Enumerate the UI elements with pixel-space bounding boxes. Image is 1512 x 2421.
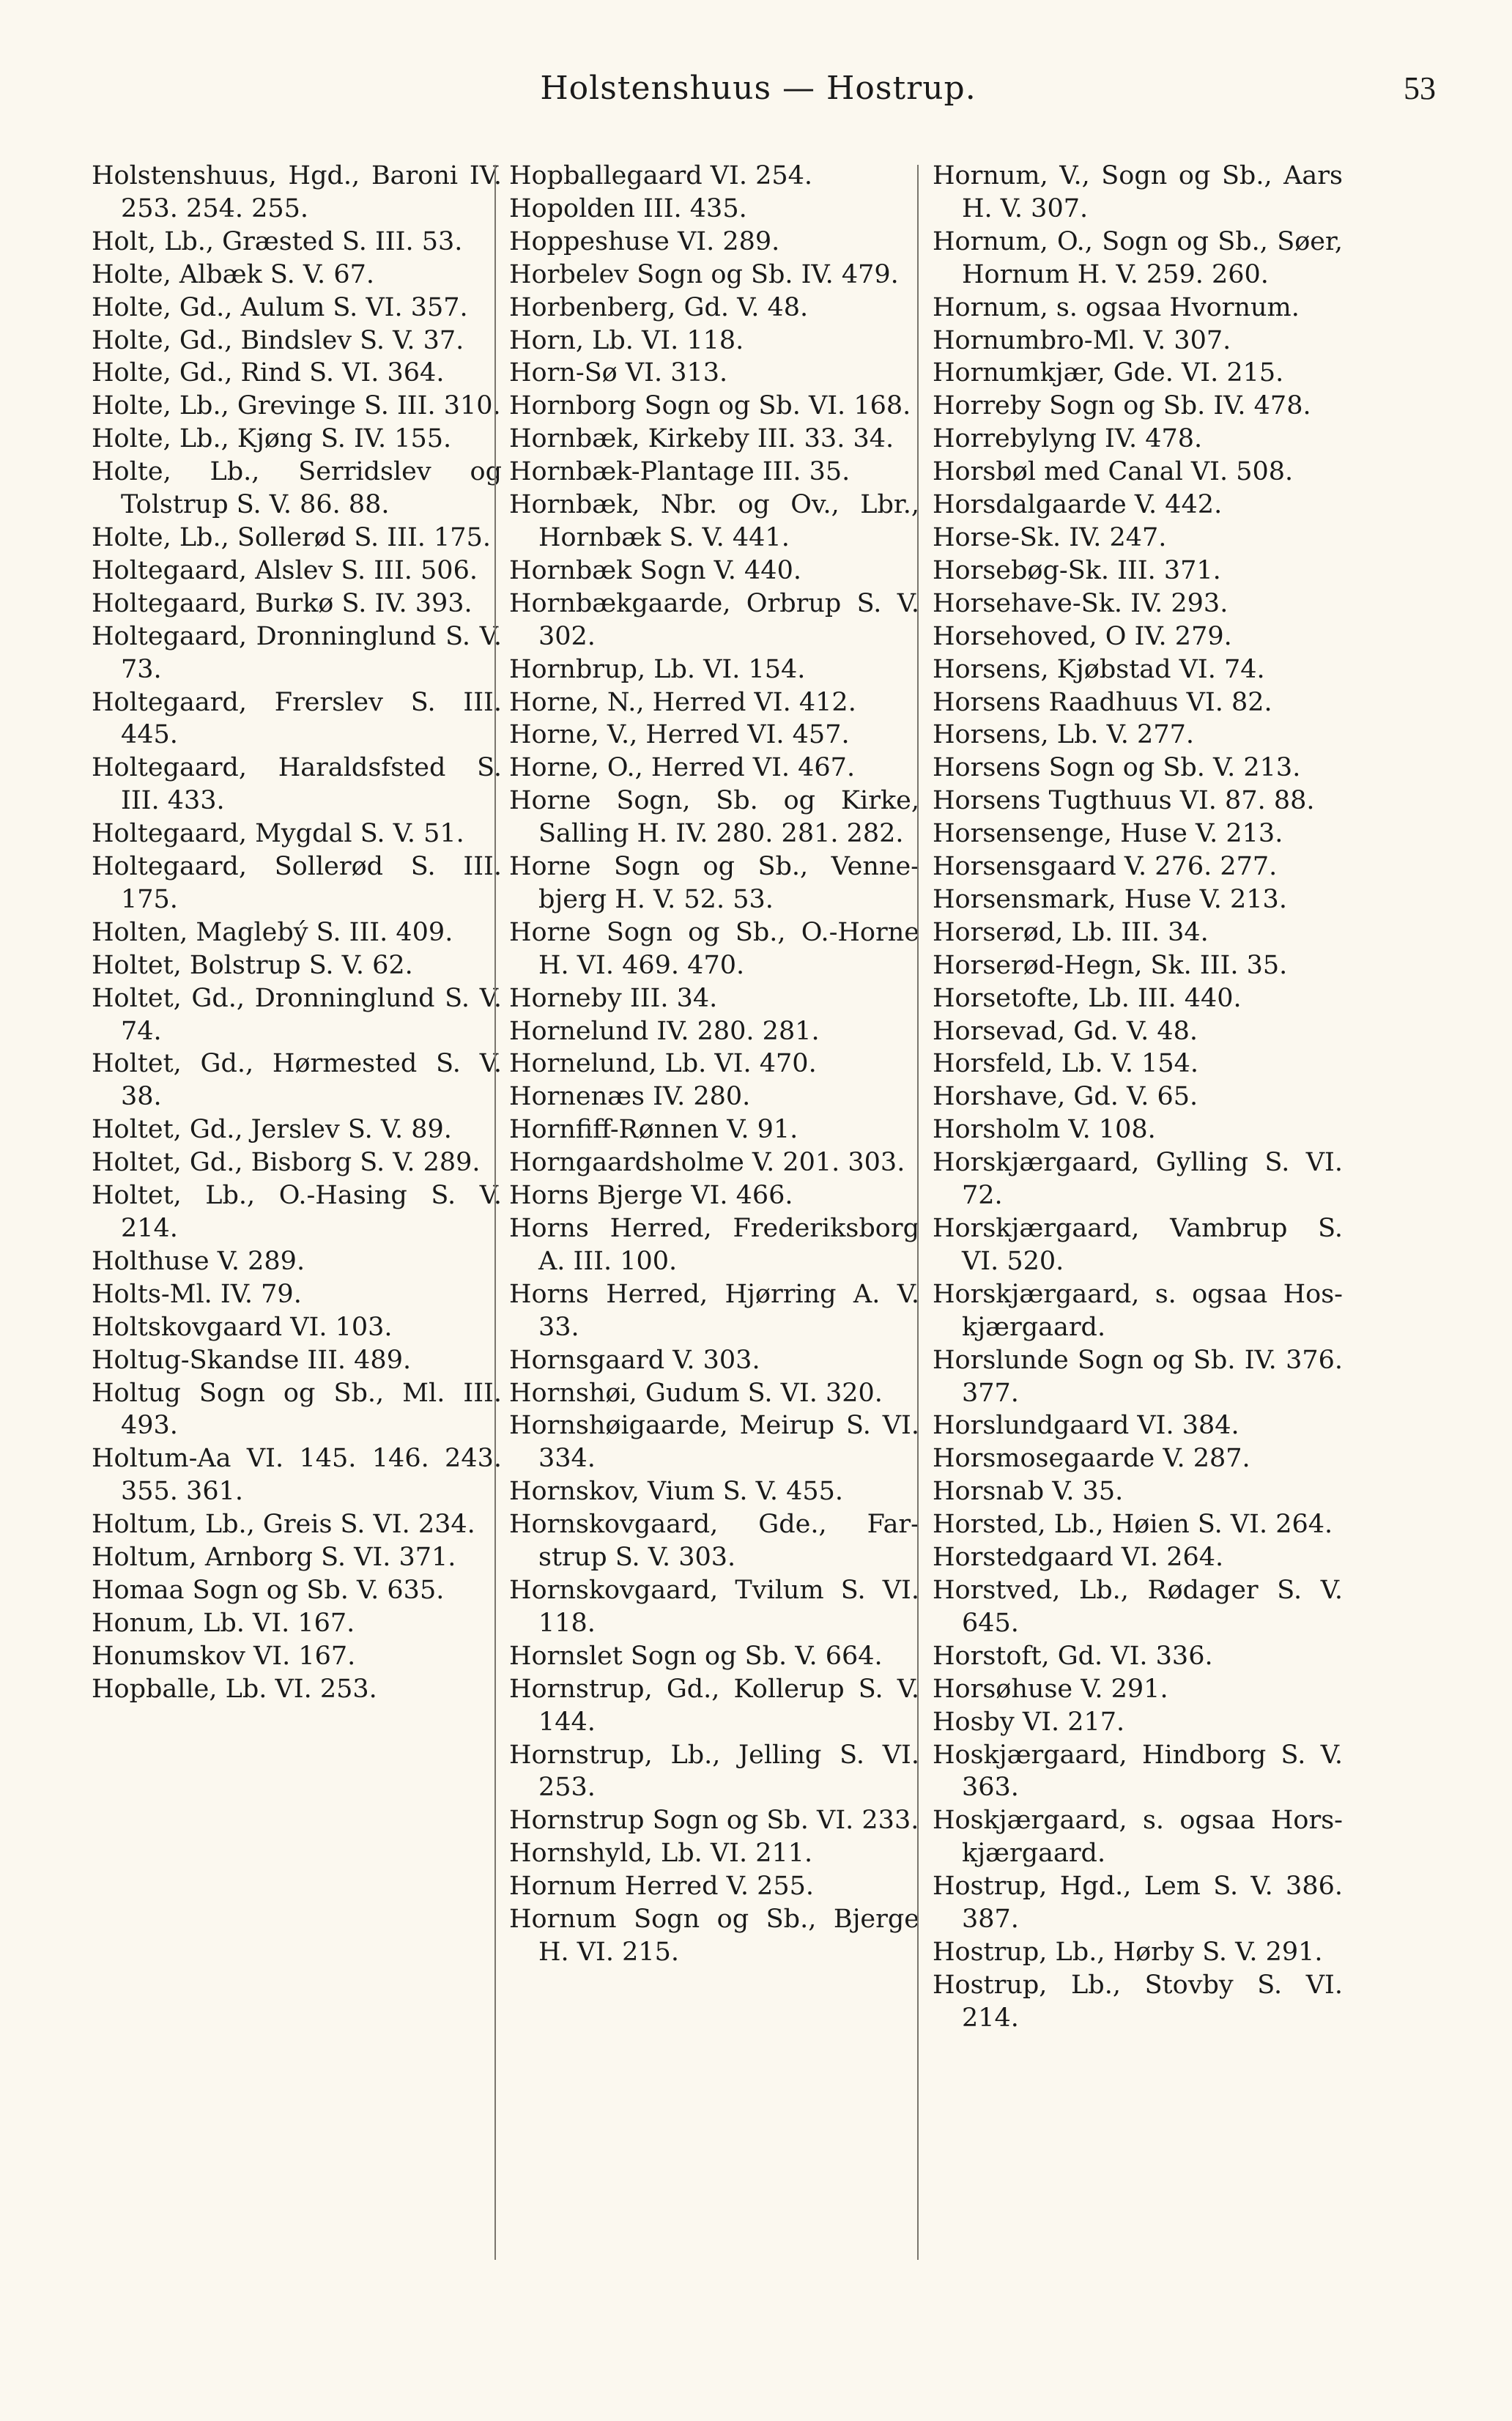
index-entry: Hornum, s. ogsaa Hvornum. (933, 292, 1300, 322)
index-entry: Horsevad, Gd. V. 48. (933, 1016, 1198, 1046)
index-entry: Holtet, Gd., Jerslev S. V. 89. (92, 1115, 452, 1145)
index-entry: Horrebylyng IV. 478. (933, 424, 1203, 454)
index-entry: Hornum Herred V. 255. (509, 1872, 815, 1902)
index-entry: Horstedgaard VI. 264. (933, 1543, 1224, 1573)
index-entry: Hornbækgaarde, Orbrup S. V. 302. (509, 588, 919, 651)
index-entry: Hornstrup, Lb., Jelling S. VI. 253. (509, 1740, 919, 1803)
index-entry: Hornborg Sogn og Sb. VI. 168. (509, 391, 911, 421)
index-entry: Horsehave-Sk. IV. 293. (933, 588, 1228, 618)
index-entry: Holtegaard, Mygdal S. V. 51. (92, 819, 464, 849)
column-divider (494, 165, 496, 2260)
index-entry: Hornum Sogn og Sb., Bjerge H. VI. 215. (509, 1905, 919, 1967)
index-entry: Hornbæk, Kirkeby III. 33. 34. (509, 424, 894, 454)
index-column-1 (92, 160, 502, 1706)
index-entry: Hopballegaard VI. 254. (509, 161, 813, 190)
index-entry: Hornbrup, Lb. VI. 154. (509, 654, 806, 684)
index-entry: Hornskovgaard, Gde., Far-strup S. V. 303. (509, 1510, 919, 1573)
index-entry: Hornelund IV. 280. 281. (509, 1016, 820, 1046)
index-entry: Honumskov VI. 167. (92, 1641, 356, 1671)
index-entry: Horserød, Lb. III. 34. (933, 917, 1209, 947)
index-entry: Hostrup, Lb., Hørby S. V. 291. (933, 1937, 1323, 1967)
index-entry: Horsensgaard V. 276. 277. (933, 852, 1278, 882)
page-header (81, 70, 1436, 121)
index-entry: Horskjærgaard, Gylling S. VI. 72. (933, 1148, 1343, 1211)
index-entry: Horsbøl med Canal VI. 508. (933, 457, 1294, 487)
index-entry: Horbenberg, Gd. V. 48. (509, 292, 809, 322)
index-entry: Hostrup, Lb., Stovby S. VI. 214. (933, 1970, 1343, 2033)
index-entry: Horreby Sogn og Sb. IV. 478. (933, 391, 1311, 421)
index-entry: Holtegaard, Burkø S. IV. 393. (92, 588, 472, 618)
index-entry: Holte, Lb., Serridslev og Tolstrup S. V. 86. 88. (92, 457, 502, 520)
index-entry: Holte, Albæk S. V. 67. (92, 259, 374, 289)
index-entry: Hornbæk-Plantage III. 35. (509, 457, 850, 487)
index-entry: Holte, Lb., Kjøng S. IV. 155. (92, 424, 452, 454)
index-entry: Horsetofte, Lb. III. 440. (933, 983, 1242, 1013)
index-entry: Horneby III. 34. (509, 983, 718, 1013)
index-entry: Holte, Lb., Grevinge S. III. 310. (92, 391, 501, 421)
index-entry: Holte, Gd., Bindslev S. V. 37. (92, 325, 464, 355)
index-entry: Horsens, Kjøbstad VI. 74. (933, 654, 1265, 684)
index-entry: Holtug-Skandse III. 489. (92, 1345, 412, 1375)
index-entry: Horsensenge, Huse V. 213. (933, 819, 1283, 849)
index-entry: Hosby VI. 217. (933, 1707, 1125, 1737)
index-entry: Hornumkjær, Gde. VI. 215. (933, 358, 1284, 388)
index-entry: Hornumbro-Ml. V. 307. (933, 325, 1231, 355)
index-entry: Horbelev Sogn og Sb. IV. 479. (509, 259, 899, 289)
index-entry: Hoppeshuse VI. 289. (509, 226, 780, 256)
index-entry: Horstved, Lb., Rødager S. V. 645. (933, 1575, 1343, 1638)
index-entry: Hornskov, Vium S. V. 455. (509, 1477, 844, 1507)
index-entry: Holts-Ml. IV. 79. (92, 1279, 302, 1309)
index-entry: Holte, Gd., Aulum S. VI. 357. (92, 292, 468, 322)
index-entry: Hornsgaard V. 303. (509, 1345, 760, 1375)
index-entry: Horngaardsholme V. 201. 303. (509, 1148, 905, 1178)
index-entry: Holtet, Lb., O.-Hasing S. V. 214. (92, 1181, 502, 1243)
index-entry: Hornslet Sogn og Sb. V. 664. (509, 1641, 883, 1671)
index-entry: Homaa Sogn og Sb. V. 635. (92, 1575, 445, 1605)
index-column-3 (933, 160, 1343, 2035)
index-entry: Horn-Sø VI. 313. (509, 358, 728, 388)
index-entry: Horne Sogn, Sb. og Kirke, Salling H. IV. 280. 281. 282. (509, 786, 919, 849)
column-divider (917, 165, 919, 2260)
index-entry: Hornbæk Sogn V. 440. (509, 555, 801, 585)
index-entry: Horsted, Lb., Høien S. VI. 264. (933, 1510, 1333, 1540)
index-entry: Horsfeld, Lb. V. 154. (933, 1049, 1199, 1079)
index-entry: Holte, Lb., Sollerød S. III. 175. (92, 522, 491, 552)
index-entry: Horsebøg-Sk. III. 371. (933, 555, 1221, 585)
index-entry: Holte, Gd., Rind S. VI. 364. (92, 358, 445, 388)
index-entry: Holtegaard, Sollerød S. III. 175. (92, 852, 502, 914)
index-entry: Hornbæk, Nbr. og Ov., Lbr., Hornbæk S. V. 441. (509, 490, 919, 552)
index-entry: Horsens Raadhuus VI. 82. (933, 687, 1272, 717)
index-entry: Horsholm V. 108. (933, 1115, 1156, 1145)
index-entry: Hornstrup, Gd., Kollerup S. V. 144. (509, 1674, 919, 1737)
index-entry: Holtskovgaard VI. 103. (92, 1312, 393, 1342)
index-entry: Horne, O., Herred VI. 467. (509, 753, 856, 783)
index-entry: Horsdalgaarde V. 442. (933, 490, 1223, 520)
index-entry: Holtum-Aa VI. 145. 146. 243. 355. 361. (92, 1444, 502, 1507)
index-entry: Horsnab V. 35. (933, 1477, 1124, 1507)
index-entry: Horslunde Sogn og Sb. IV. 376. 377. (933, 1345, 1343, 1408)
index-entry: Holtet, Gd., Dronninglund S. V. 74. (92, 983, 502, 1046)
index-entry: Horserød-Hegn, Sk. III. 35. (933, 950, 1288, 980)
index-entry: Holtegaard, Alslev S. III. 506. (92, 555, 478, 585)
index-entry: Holtug Sogn og Sb., Ml. III. 493. (92, 1378, 502, 1441)
index-entry: Horn, Lb. VI. 118. (509, 325, 744, 355)
index-entry: Hoskjærgaard, Hindborg S. V. 363. (933, 1740, 1343, 1803)
index-entry: Horsehoved, O IV. 279. (933, 621, 1232, 651)
index-entry: Horns Bjerge VI. 466. (509, 1181, 793, 1211)
index-entry: Holten, Maglebý S. III. 409. (92, 917, 453, 947)
index-entry: Horstoft, Gd. VI. 336. (933, 1641, 1213, 1671)
index-entry: Horse-Sk. IV. 247. (933, 522, 1167, 552)
index-entry: Holtum, Lb., Greis S. VI. 234. (92, 1510, 475, 1540)
index-entry: Holtet, Gd., Bisborg S. V. 289. (92, 1148, 481, 1178)
index-column-2 (509, 160, 919, 1969)
index-entry: Hornstrup Sogn og Sb. VI. 233. (509, 1806, 919, 1836)
index-entry: Hornenæs IV. 280. (509, 1082, 751, 1112)
index-entry: Horskjærgaard, s. ogsaa Hos-kjærgaard. (933, 1279, 1343, 1342)
index-entry: Holtegaard, Haraldsfsted S. III. 433. (92, 753, 502, 816)
index-entry: Horslundgaard VI. 384. (933, 1411, 1239, 1441)
index-entry: Hornum, V., Sogn og Sb., Aars H. V. 307. (933, 161, 1343, 223)
index-entry: Holt, Lb., Græsted S. III. 53. (92, 226, 463, 256)
index-entry: Hornshøi, Gudum S. VI. 320. (509, 1378, 883, 1408)
index-entry: Horne Sogn og Sb., Venne-bjerg H. V. 52. 53. (509, 852, 919, 914)
index-entry: Horne, N., Herred VI. 412. (509, 687, 856, 717)
index-entry: Honum, Lb. VI. 167. (92, 1608, 355, 1638)
index-entry: Hornfiff-Rønnen V. 91. (509, 1115, 798, 1145)
index-entry: Holthuse V. 289. (92, 1246, 305, 1276)
index-entry: Horsens, Lb. V. 277. (933, 720, 1194, 750)
index-entry: Horsmosegaarde V. 287. (933, 1444, 1250, 1474)
index-entry: Holtet, Gd., Hørmested S. V. 38. (92, 1049, 502, 1112)
index-entry: Holtegaard, Frerslev S. III. 445. (92, 687, 502, 750)
index-entry: Horns Herred, Hjørring A. V. 33. (509, 1279, 919, 1342)
index-entry: Hornshøigaarde, Meirup S. VI. 334. (509, 1411, 919, 1474)
index-entry: Holstenshuus, Hgd., Baroni IV. 253. 254. 255. (92, 161, 502, 223)
index-entry: Horsøhuse V. 291. (933, 1674, 1168, 1704)
index-entry: Holtet, Bolstrup S. V. 62. (92, 950, 413, 980)
index-entry: Horskjærgaard, Vambrup S. VI. 520. (933, 1214, 1343, 1276)
index-entry: Horne, V., Herred VI. 457. (509, 720, 850, 750)
index-entry: Holtegaard, Dronninglund S. V. 73. (92, 621, 502, 684)
index-entry: Horsens Tugthuus VI. 87. 88. (933, 786, 1315, 816)
index-entry: Hornelund, Lb. VI. 470. (509, 1049, 817, 1079)
running-title: Holstenshuus — Hostrup. (540, 70, 976, 107)
index-entry: Hornum, O., Sogn og Sb., Søer, Hornum H. V. 259. 260. (933, 226, 1343, 289)
index-entry: Horne Sogn og Sb., O.-Horne H. VI. 469. 470. (509, 917, 919, 980)
index-entry: Holtum, Arnborg S. VI. 371. (92, 1543, 456, 1573)
index-entry: Horns Herred, Frederiksborg A. III. 100. (509, 1214, 919, 1276)
index-entry: Hoskjærgaard, s. ogsaa Hors-kjærgaard. (933, 1806, 1343, 1869)
page-number: 53 (1404, 70, 1436, 106)
index-entry: Horsens Sogn og Sb. V. 213. (933, 753, 1301, 783)
index-entry: Hopballe, Lb. VI. 253. (92, 1674, 377, 1704)
index-entry: Hopolden III. 435. (509, 193, 747, 223)
index-entry: Horsensmark, Huse V. 213. (933, 884, 1287, 914)
index-entry: Hornskovgaard, Tvilum S. VI. 118. (509, 1575, 919, 1638)
index-entry: Hornshyld, Lb. VI. 211. (509, 1839, 813, 1869)
index-entry: Hostrup, Hgd., Lem S. V. 386. 387. (933, 1872, 1343, 1935)
index-entry: Horshave, Gd. V. 65. (933, 1082, 1198, 1112)
